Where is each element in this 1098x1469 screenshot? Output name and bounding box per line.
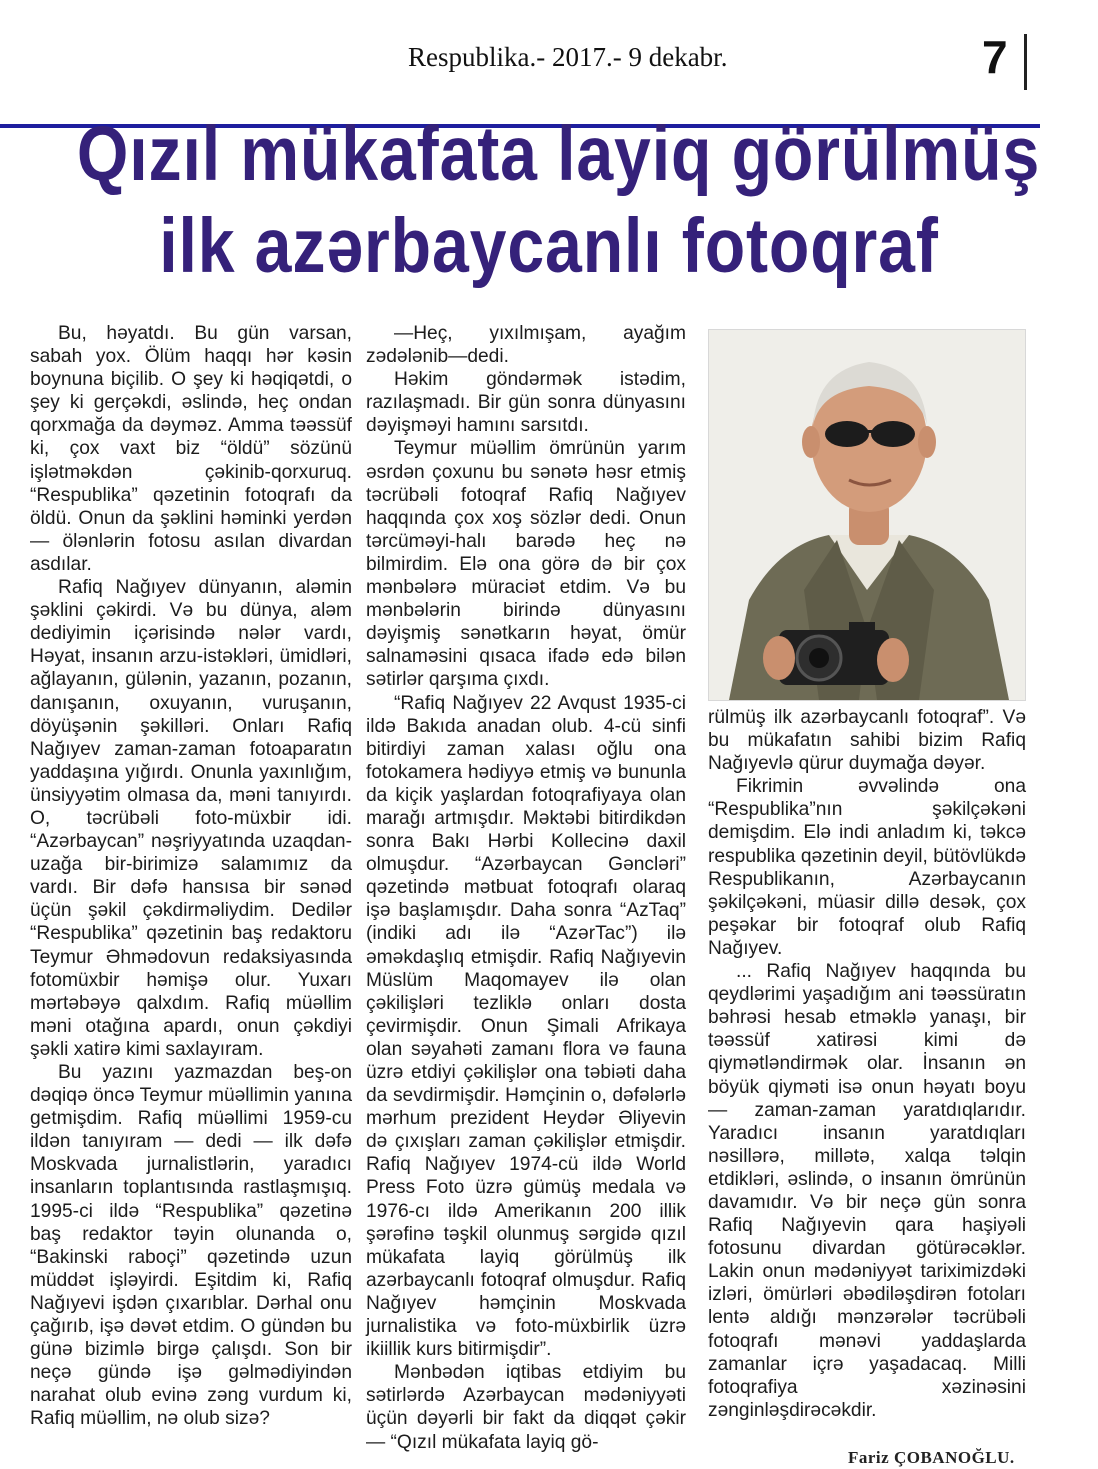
article-column-2 (366, 322, 686, 1454)
headline-line-2: ilk azərbaycanlı fotoqraf (159, 203, 939, 289)
headline-line-1: Qızıl mükafata layiq görülmüş (76, 111, 1041, 197)
masthead: Respublika.- 2017.- 9 dekabr. (408, 42, 728, 72)
headline (76, 108, 1041, 292)
paragraph: Bu, həyatdı. Bu gün varsan, sabah yox. Ölüm haqqı hər kəsin boynuna biçilib. O şey ki həqiqətdi, o şey ki gerçəkdi, əslində, heç ondan qorxmağa da dəyməz. Amma təəssüf ki, çox vaxt biz “öldü” sözünü işlətməkdən çəkinib-qorxuruq. “Respublika” qəzetinin fotoqrafı da öldü. Onun da şəklini həminki yerdən — ölənlərin fotosu asılan divardan asdılar. (30, 323, 352, 575)
paragraph: Fikrimin əvvəlində ona “Respublika”nın şəkilçəkəni demişdim. Elə indi anladım ki, təkcə respublika qəzetinin deyil, bütövlükdə Respublikanın, Azərbaycanın şəkilçəkəni, müasir dillə desək, çox peşəkar bir fotoqraf olub Rafiq Nağıyev. (708, 776, 1026, 959)
page-number: 7 (982, 31, 1008, 83)
paragraph: ... Rafiq Nağıyev haqqında bu qeydlərimi yaşadığım ani təəssüratın bəhrəsi hesab etməklə yanaşı, bir təəssüf xatirəsi kimi də qiymətləndirmək olar. İnsanın ən böyük qiyməti isə onun həyatı boyu— zaman-zaman yaratdıqlarıdır. Yaradıcı insanın yaratdıqları nəsillərə, millətə, xalqa təlqin etdikləri, əslində, o insanın ömrünün davamıdır. Və bir neçə gün sonra Rafiq Nağıyevin qara haşiyəli fotosunu divardan götürəcəklər. Lakin onun mədəniyyət tariximizdəki izləri, ömürləri əbədiləşdirən fotoları lentə aldığı mənzərələr təcrübəli fotoqrafı mənəvi yaddaşlarda zamanlar içrə yaşadacaq. Milli fotoqrafiya xəzinəsini zənginləşdirəcəkdir. (708, 961, 1026, 1421)
article-column-3 (708, 706, 1026, 1422)
paragraph: Həkim göndərmək istədim, razılaşmadı. Bir gün sonra dünyasını dəyişməyi hamını sarsıtdı. (366, 369, 686, 437)
portrait-photo (708, 329, 1026, 701)
paragraph: Bu yazını yazmazdan beş-on dəqiqə öncə Teymur müəllimin yanına getmişdim. Rafiq müəllimi 1959-cu ildən tanıyıram — dedi — ilk dəfə Moskvada jurnalistlərin, yaradıcı insanların toplantısında rastlaşmışıq. 1995-ci ildə “Respublika” qəzetinə baş redaktor təyin olunanda o, “Bakinski raboçi” qəzetində uzun müddət işləyirdi. Eşitdim ki, Rafiq Nağıyevi işdən çıxarıblar. Dərhal onu çağırıb, işə dəvət etdim. O gündən bu günə bizimlə birgə çalışdı. Son bir neçə gündə işə gəlmədiyindən narahat olub evinə zəng vurdum ki, Rafiq müəllim, nə olub sizə? (30, 1062, 352, 1430)
page-header (0, 30, 1040, 100)
paragraph: —Heç, yıxılmışam, ayağım zədələnib—dedi. (366, 323, 686, 368)
paragraph: Teymur müəllim ömrünün yarım əsrdən çoxunu bu sənətə həsr etmiş təcrübəli fotoqraf Rafiq Nağıyev haqqında çox xoş sözlər dedi. Onun tərcüməyi-halı barədə heç nə bilmirdim. Elə ona görə də bir çox mənbələrə müraciət etdim. Və bu mənbələrin birində dünyasını dəyişmiş sənətkarın həyat, ömür salnaməsini qısaca ifadə edə bilən sətirlər qarşıma çıxdı. (366, 438, 686, 691)
page-number-divider (1024, 34, 1027, 90)
paragraph: Mənbədən iqtibas etdiyim bu sətirlərdə Azərbaycan mədəniyyəti üçün dəyərli bir fakt da diqqət çəkir — “Qızıl mükafata layiq gö- (366, 1362, 686, 1453)
photographer-portrait-icon (709, 330, 1025, 700)
paragraph: rülmüş ilk azərbaycanlı fotoqraf”. Və bu mükafatın sahibi bizim Rafiq Nağıyevlə qürur duymağa dəyər. (708, 707, 1026, 775)
author-signature: Fariz ÇOBANOĞLU. (848, 1448, 1015, 1467)
paragraph: Rafiq Nağıyev dünyanın, aləmin şəklini çəkirdi. Və bu dünya, aləm dediyimin içərisində nələr vardı, Həyat, insanın arzu-istəkləri, ümidləri, ağlayanın, gülənin, yazanın, pozanın, danışanın, oxuyanın, vuruşanın, döyüşənin şəkilləri. Onları Rafiq Nağıyev zaman-zaman fotoaparatın yaddaşına yığırdı. Onunla yaxınlığım, ünsiyyətim olmasa da, məni tanıyırdı. O, təcrübəli foto-müxbir idi. “Azərbaycan” nəşriyyatında uzaqdan-uzağa bir-birimizə salamımız da vardı. Bir dəfə hansısa bir sənəd üçün şəkil çəkdirməliydim. Dedilər “Respublika” qəzetinin baş redaktoru Teymur Əhmədovun redaksiyasında fotomüxbir həmişə olur. Yuxarı mərtəbəyə qalxdım. Rafiq müəllim məni otağına apardı, onun çəkdiyi şəkli xatirə kimi saxlayıram. (30, 577, 352, 1060)
article-column-1 (30, 322, 352, 1431)
paragraph: “Rafiq Nağıyev 22 Avqust 1935-ci ildə Bakıda anadan olub. 4-cü sinfi bitirdiyi zaman xalası oğlu ona fotokamera hədiyyə etmiş və bununla da kiçik yaşlardan fotoqrafiyaya olan marağı artmışdır. Məktəbi bitirdikdən sonra Bakı Hərbi Kollecinə daxil olmuşdur. “Azərbaycan Gəncləri” qəzetində mətbuat fotoqrafı olaraq işə başlamışdır. Daha sonra “AzTaq” (indiki adı ilə “AzərTac”) ilə əməkdaşlıq etmişdir. Rafiq Nağıyevin Müslüm Maqomayev ilə olan çəkilişləri tezliklə onları dosta çevirmişdir. Onun Şimali Afrikaya olan səyahəti zamanı flora və fauna üzrə etdiyi çəkilişlər ona təbiəti daha da sevdirmişdir. Həmçinin o, dəfələrlə mərhum prezident Heydər Əliyevin də çıxışları zaman çəkilişlər etmişdir. Rafiq Nağıyev 1974-cü ildə World Press Foto üzrə gümüş medala və 1976-cı ildə Amerikanın 200 illik şərəfinə təşkil olunmuş sərgidə qızıl mükafata layiq görülmüş ilk azərbaycanlı fotoqraf olmuşdur. Rafiq Nağıyev həmçinin Moskvada jurnalistika və foto-müxbirlik üzrə ikiillik kurs bitirmişdir”. (366, 692, 686, 1361)
